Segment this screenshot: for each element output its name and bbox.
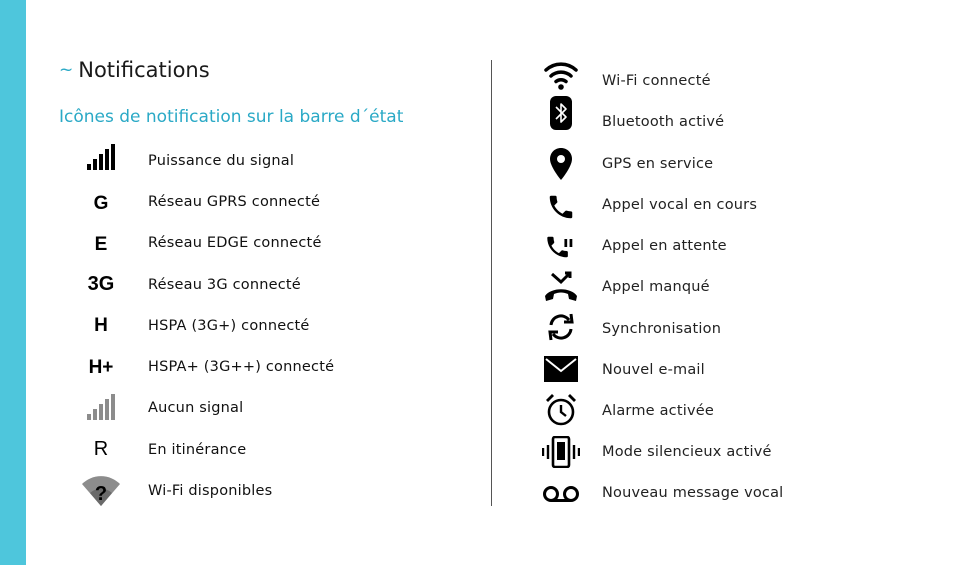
page-title [59,56,210,84]
list-item-label: Alarme activée [602,403,714,419]
wifi-available-icon [79,474,123,508]
list-item-label: Puissance du signal [148,153,295,169]
list-item-label: GPS en service [602,156,714,172]
roaming-glyph: R [93,438,109,460]
email-icon [539,352,583,386]
list-item-label: Wi-Fi disponibles [148,483,273,499]
list-item-label: Appel manqué [602,279,710,295]
edge-icon [79,227,123,261]
voicemail-icon [539,477,583,511]
list-item-label: Appel vocal en cours [602,197,758,213]
3g-glyph: 3G [87,273,115,295]
list-item-label: En itinérance [148,442,247,458]
list-item-label: HSPA+ (3G++) connecté [148,359,335,375]
gprs-icon [79,186,123,220]
svg-text:?: ? [94,483,108,505]
hspa-plus-glyph: H+ [88,356,114,378]
list-item-label: Wi-Fi connecté [602,73,711,89]
missed-call-icon [539,270,583,304]
list-item-label: Réseau 3G connecté [148,277,301,293]
list-item-label: Bluetooth activé [602,114,725,130]
list-item-label: Nouveau message vocal [602,485,784,501]
signal-strength-icon [79,140,123,174]
accent-sidebar [0,0,26,565]
no-signal-icon [79,390,123,424]
bluetooth-icon [539,96,583,130]
heading-tilde: ~ [59,60,74,80]
call-on-hold-icon [539,230,583,264]
list-item-label: Synchronisation [602,321,722,337]
page-title-text: Notifications [78,58,210,82]
3g-icon [79,267,123,301]
edge-glyph: E [94,233,108,255]
vibrate-icon [539,435,583,469]
list-item-label: Aucun signal [148,400,244,416]
list-item-label: Mode silencieux activé [602,444,772,460]
column-divider [491,60,492,506]
hspa-icon [79,308,123,342]
gprs-glyph: G [93,192,109,214]
roaming-icon [79,432,123,466]
hspa-plus-icon [79,350,123,384]
phone-call-icon [539,190,583,224]
list-item-label: Nouvel e-mail [602,362,705,378]
list-item-label: Réseau EDGE connecté [148,235,322,251]
alarm-icon [539,393,583,427]
gps-pin-icon [539,147,583,181]
list-item-label: Réseau GPRS connecté [148,194,321,210]
list-item-label: HSPA (3G+) connecté [148,318,310,334]
list-item-label: Appel en attente [602,238,727,254]
wifi-icon [539,59,583,93]
hspa-glyph: H [94,314,108,336]
section-subheading: Icônes de notification sur la barre d´état [59,107,404,127]
sync-icon [539,310,583,344]
